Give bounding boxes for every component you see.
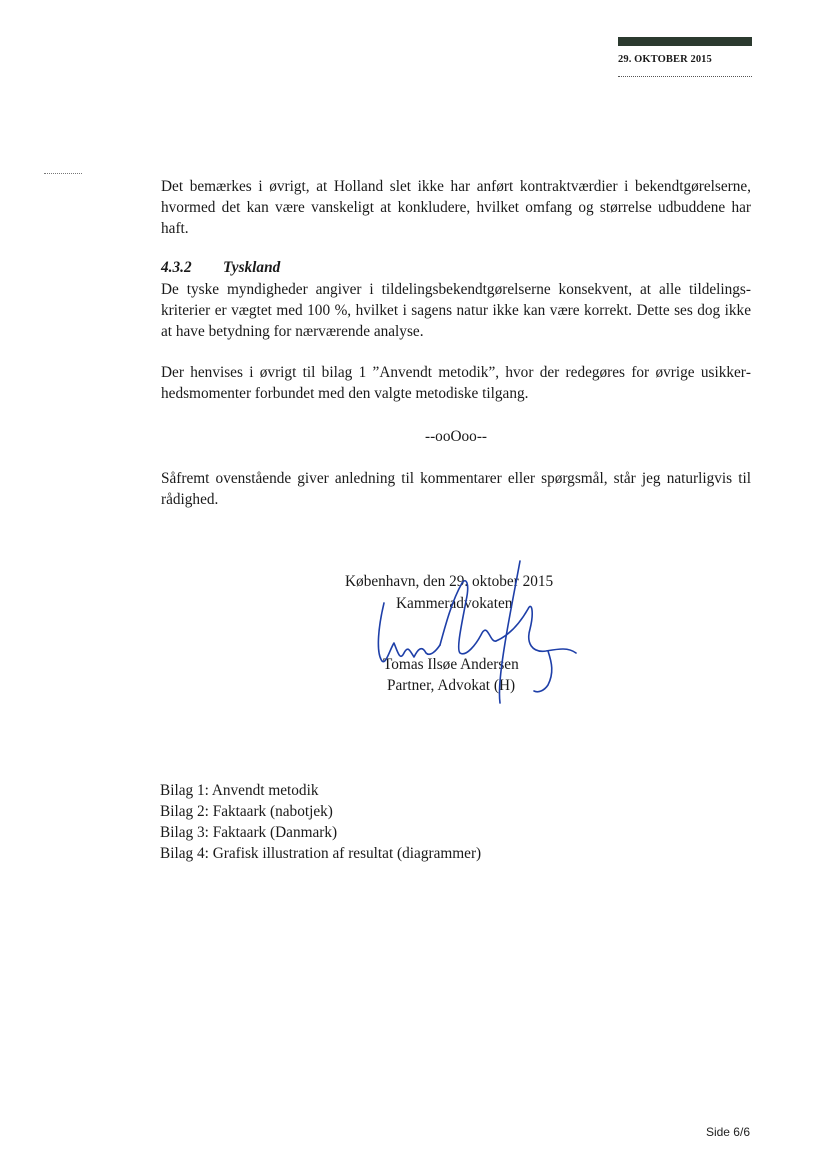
margin-mark bbox=[44, 173, 82, 174]
attachment-item: Bilag 4: Grafisk illustration af resultat (diagrammer) bbox=[160, 845, 482, 862]
paragraph-germany: De tyske myndigheder angiver i tildelingsbekendtgørelserne konsekvent, at alle tildelingskriterier er vægtet med 100 %, hvilket i sagens natur ikke kan være korrekt. Dette ses dog ikke at have betydning for nærværende analyse. bbox=[161, 281, 751, 340]
paragraph-holland: Det bemærkes i øvrigt, at Holland slet ikke har anført kontraktværdier i bekendtgørelserne, hvormed det kan være vanskeligt at konkludere, hvilket omfang og størrelse udbuddene har haft. bbox=[161, 178, 751, 237]
signature-firm: Kammeradvokaten bbox=[396, 595, 513, 612]
signature-place-date: København, den 29. oktober 2015 bbox=[345, 573, 554, 590]
handwritten-signature bbox=[370, 553, 580, 713]
section-heading bbox=[161, 257, 751, 278]
section-title: Tyskland bbox=[223, 259, 281, 276]
attachment-item: Bilag 2: Faktaark (nabotjek) bbox=[160, 803, 333, 820]
page-number: Side 6/6 bbox=[705, 1125, 750, 1139]
signature-stroke-loop bbox=[440, 581, 496, 654]
section-number: 4.3.2 bbox=[161, 259, 192, 276]
signature-stroke-paren bbox=[534, 651, 552, 692]
header-bar bbox=[618, 37, 752, 46]
paragraph-methodology-reference: Der henvises i øvrigt til bilag 1 ”Anvendt metodik”, hvor der redegøres for øvrige usikkerhedsmomenter forbundet med den valgte metodiske tilgang. bbox=[161, 364, 751, 402]
header-date: 29. OKTOBER 2015 bbox=[618, 54, 712, 65]
signature-name: Tomas Ilsøe Andersen bbox=[383, 656, 519, 673]
attachment-item: Bilag 1: Anvendt metodik bbox=[160, 782, 319, 799]
paragraph-closing: Såfremt ovenstående giver anledning til kommentarer eller spørgsmål, står jeg naturligvis til rådighed. bbox=[161, 470, 751, 508]
signature-title: Partner, Advokat (H) bbox=[387, 677, 516, 694]
header-divider bbox=[618, 76, 752, 77]
attachments-list bbox=[160, 780, 660, 864]
attachment-item: Bilag 3: Faktaark (Danmark) bbox=[160, 824, 338, 841]
signature-stroke-initial bbox=[378, 603, 440, 662]
section-separator: --ooOoo-- bbox=[424, 428, 488, 445]
